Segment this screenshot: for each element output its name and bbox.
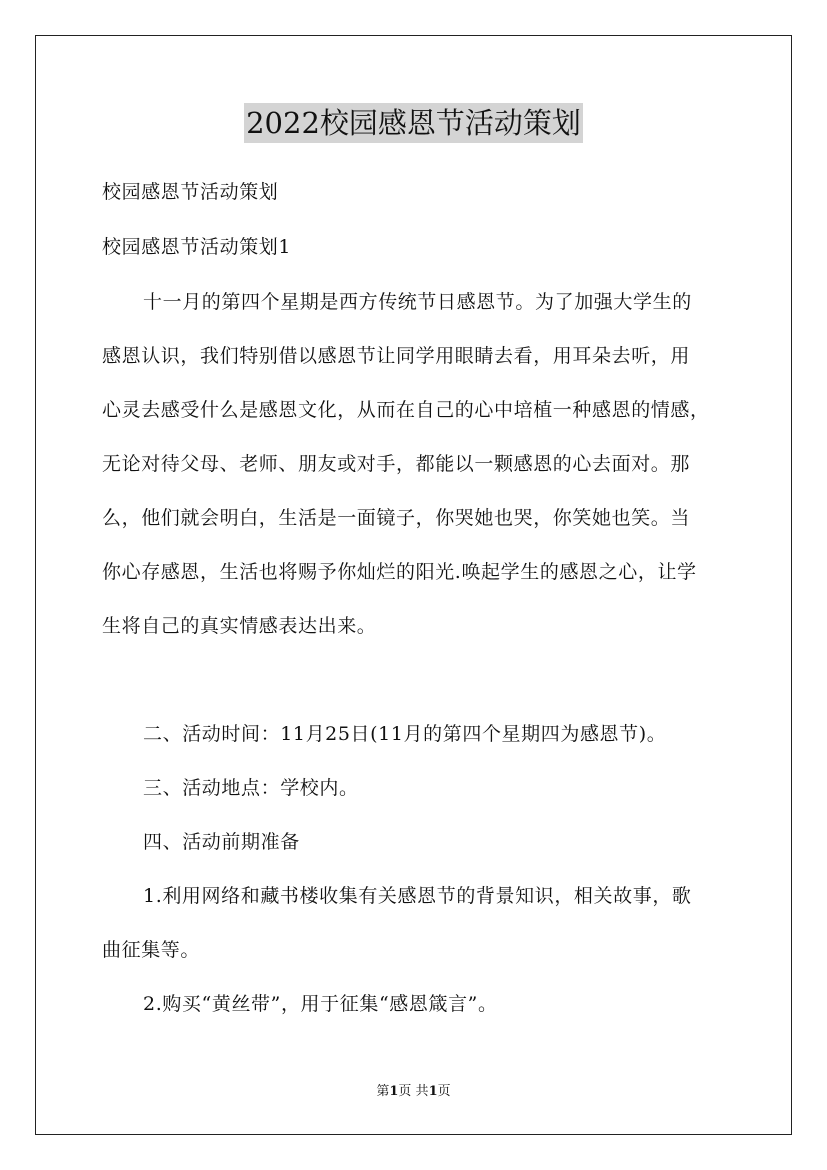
- prep-item-1-line-1: 1.利用网络和藏书楼收集有关感恩节的背景知识，相关故事，歌: [143, 885, 692, 907]
- footer-page-current: 1: [389, 1084, 399, 1099]
- subsection-heading: 校园感恩节活动策划1: [102, 236, 292, 258]
- activity-place-line: 三、活动地点：学校内。: [143, 777, 359, 799]
- intro-line-7: 生将自己的真实情感表达出来。: [102, 615, 377, 637]
- section-heading: 校园感恩节活动策划: [102, 181, 279, 203]
- footer-page-prefix: 第: [376, 1084, 390, 1099]
- title-container: [0, 103, 827, 143]
- intro-line-1: 十一月的第四个星期是西方传统节日感恩节。为了加强大学生的: [143, 291, 692, 313]
- intro-line-6: 你心存感恩，生活也将赐予你灿烂的阳光.唤起学生的感恩之心，让学: [102, 561, 697, 583]
- prep-heading: 四、活动前期准备: [143, 831, 300, 853]
- intro-line-4: 无论对待父母、老师、朋友或对手，都能以一颗感恩的心去面对。那: [102, 453, 691, 475]
- intro-line-2: 感恩认识，我们特别借以感恩节让同学用眼睛去看，用耳朵去听，用: [102, 345, 691, 367]
- document-title: 2022校园感恩节活动策划: [244, 103, 583, 143]
- footer-page-mid: 页 共: [398, 1084, 429, 1099]
- intro-line-3: 心灵去感受什么是感恩文化，从而在自己的心中培植一种感恩的情感，: [102, 399, 710, 421]
- footer-page-total: 1: [428, 1084, 438, 1099]
- prep-item-2: 2.购买“黄丝带”，用于征集“感恩箴言”。: [143, 993, 498, 1015]
- prep-item-1-line-2: 曲征集等。: [102, 939, 201, 961]
- page-footer: [0, 1083, 827, 1101]
- activity-time-line: 二、活动时间：11月25日(11月的第四个星期四为感恩节)。: [143, 723, 667, 745]
- footer-page-suffix: 页: [437, 1084, 451, 1099]
- intro-line-5: 么，他们就会明白，生活是一面镜子，你哭她也哭，你笑她也笑。当: [102, 507, 691, 529]
